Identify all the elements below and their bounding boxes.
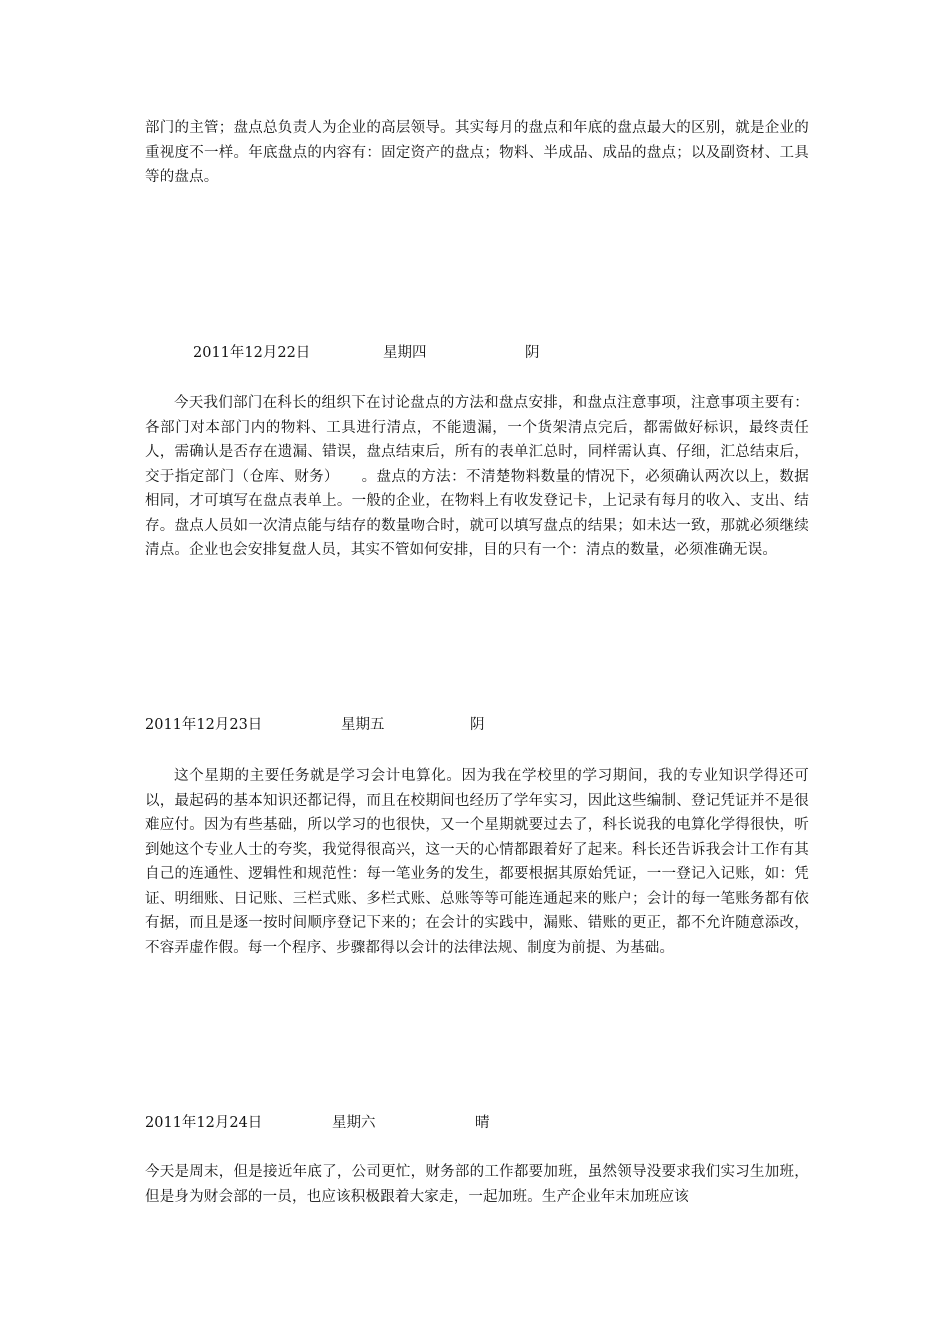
entry-weather: 阴	[525, 345, 540, 361]
entry-date: 2011年12月24日	[145, 1115, 263, 1131]
entry-heading-1	[193, 342, 593, 364]
paragraph-inventory-method: 今天我们部门在科长的组织下在讨论盘点的方法和盘点安排，和盘点注意事项，注意事项主要有：各部门对本部门内的物料、工具进行清点，不能遗漏，一个货架清点完后，都需做好标识，最终责任人，需确认是否存在遗漏、错误，盘点结束后，所有的表单汇总时，同样需认真、仔细，汇总结束后，交于指定部门（仓库、财务） 。盘点的方法：不清楚物料数量的情况下，必须确认两次以上，数据相同，才可填写在盘点表单上。一般的企业，在物料上有收发登记卡，上记录有每月的收入、支出、结存。盘点人员如一次清点能与结存的数量吻合时，就可以填写盘点的结果；如未达一致，那就必须继续清点。企业也会安排复盘人员，其实不管如何安排，目的只有一个：清点的数量，必须准确无误。	[145, 395, 809, 558]
entry-heading-2	[145, 714, 545, 736]
paragraph-inventory-intro: 部门的主管；盘点总负责人为企业的高层领导。其实每月的盘点和年底的盘点最大的区别，就是企业的重视度不一样。年底盘点的内容有：固定资产的盘点；物料、半成品、成品的盘点；以及副资材、工具等的盘点。	[145, 120, 809, 185]
paragraph-weekend-overtime: 今天是周末，但是接近年底了，公司更忙，财务部的工作都要加班，虽然领导没要求我们实习生加班，但是身为财会部的一员，也应该积极跟着大家走，一起加班。生产企业年末加班应该	[145, 1164, 809, 1205]
entry-weather: 晴	[475, 1115, 490, 1131]
entry-heading-3	[145, 1112, 545, 1134]
entry-weather: 阴	[470, 717, 485, 733]
paragraph-accounting-study: 这个星期的主要任务就是学习会计电算化。因为我在学校里的学习期间，我的专业知识学得还可以，最起码的基本知识还都记得，而且在校期间也经历了学年实习，因此这些编制、登记凭证并不是很难应付。因为有些基础，所以学习的也很快，又一个星期就要过去了，科长说我的电算化学得很快，听到她这个专业人士的夸奖，我觉得很高兴，这一天的心情都跟着好了起来。科长还告诉我会计工作有其自己的连通性、逻辑性和规范性：每一笔业务的发生，都要根据其原始凭证，一一登记入记账，如：凭证、明细账、日记账、三栏式账、多栏式账、总账等等可能连通起来的账户；会计的每一笔账务都有依有据，而且是逐一按时间顺序登记下来的；在会计的实践中，漏账、错账的更正，都不允许随意添改，不容弄虚作假。每一个程序、步骤都得以会计的法律法规、制度为前提、为基础。	[145, 768, 809, 956]
entry-date: 2011年12月23日	[145, 717, 263, 733]
entry-weekday: 星期四	[383, 345, 427, 361]
entry-weekday: 星期六	[332, 1115, 376, 1131]
entry-date: 2011年12月22日	[193, 345, 311, 361]
entry-weekday: 星期五	[341, 717, 385, 733]
